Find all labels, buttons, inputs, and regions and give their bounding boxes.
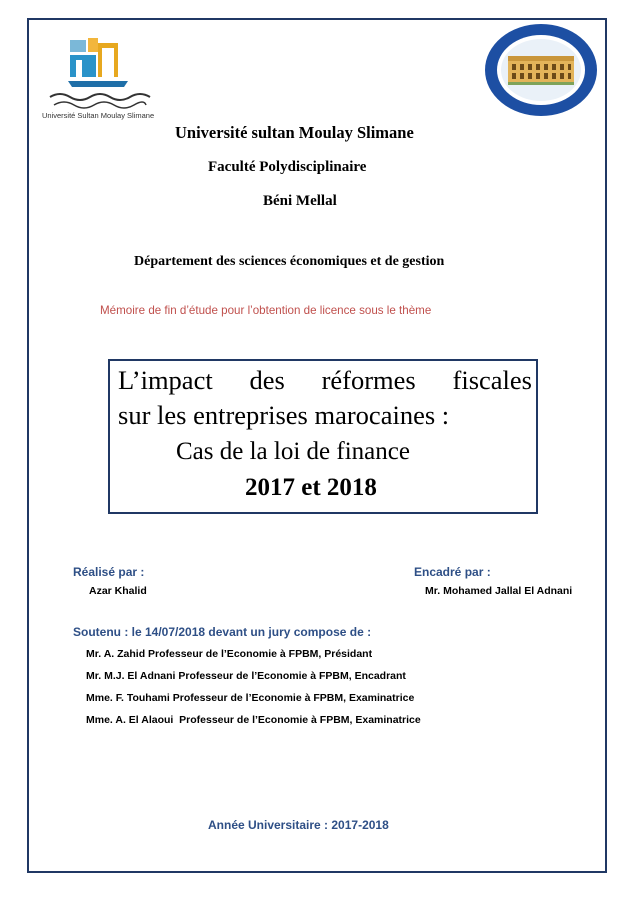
- faculty-seal-graphic: [482, 22, 600, 118]
- encadre-label: Encadré par :: [414, 565, 491, 579]
- city-name: Béni Mellal: [263, 193, 337, 209]
- jury-member: Mme. F. Touhami Professeur de l’Economie à FPBM, Examinatrice: [86, 692, 415, 704]
- author-name: Azar Khalid: [89, 585, 147, 597]
- title-word-4: fiscales: [452, 365, 532, 395]
- title-word-1: L’impact: [118, 365, 213, 395]
- faculty-name: Faculté Polydisciplinaire: [208, 159, 367, 175]
- university-logo-caption: Université Sultan Moulay Slimane: [42, 111, 155, 120]
- realise-label: Réalisé par :: [73, 565, 145, 579]
- jury-member: Mme. A. El Alaoui Professeur de l’Economie à FPBM, Examinatrice: [86, 714, 421, 726]
- thesis-title-box: [108, 359, 538, 514]
- title-line-3: Cas de la loi de finance: [176, 438, 410, 465]
- title-word-2: des: [249, 365, 285, 395]
- supervisor-name: Mr. Mohamed Jallal El Adnani: [425, 585, 573, 597]
- thesis-subtitle: Mémoire de fin d’étude pour l’obtention de licence sous le thème: [100, 304, 432, 317]
- department-name: Département des sciences économiques et de gestion: [134, 254, 445, 269]
- title-line-4: 2017 et 2018: [245, 474, 377, 501]
- university-logo: [40, 35, 158, 127]
- faculty-seal-logo: [482, 22, 600, 118]
- university-name: Université sultan Moulay Slimane: [175, 123, 414, 142]
- jury-label: Soutenu : le 14/07/2018 devant un jury compose de :: [73, 625, 372, 639]
- title-line-1: [118, 365, 532, 396]
- academic-year: Année Universitaire : 2017-2018: [208, 818, 389, 832]
- jury-member: Mr. A. Zahid Professeur de l’Economie à FPBM, Présidant: [86, 648, 373, 660]
- jury-member: Mr. M.J. El Adnani Professeur de l’Economie à FPBM, Encadrant: [86, 670, 406, 682]
- title-line-2: sur les entreprises marocaines :: [118, 400, 450, 430]
- title-word-3: réformes: [321, 365, 416, 395]
